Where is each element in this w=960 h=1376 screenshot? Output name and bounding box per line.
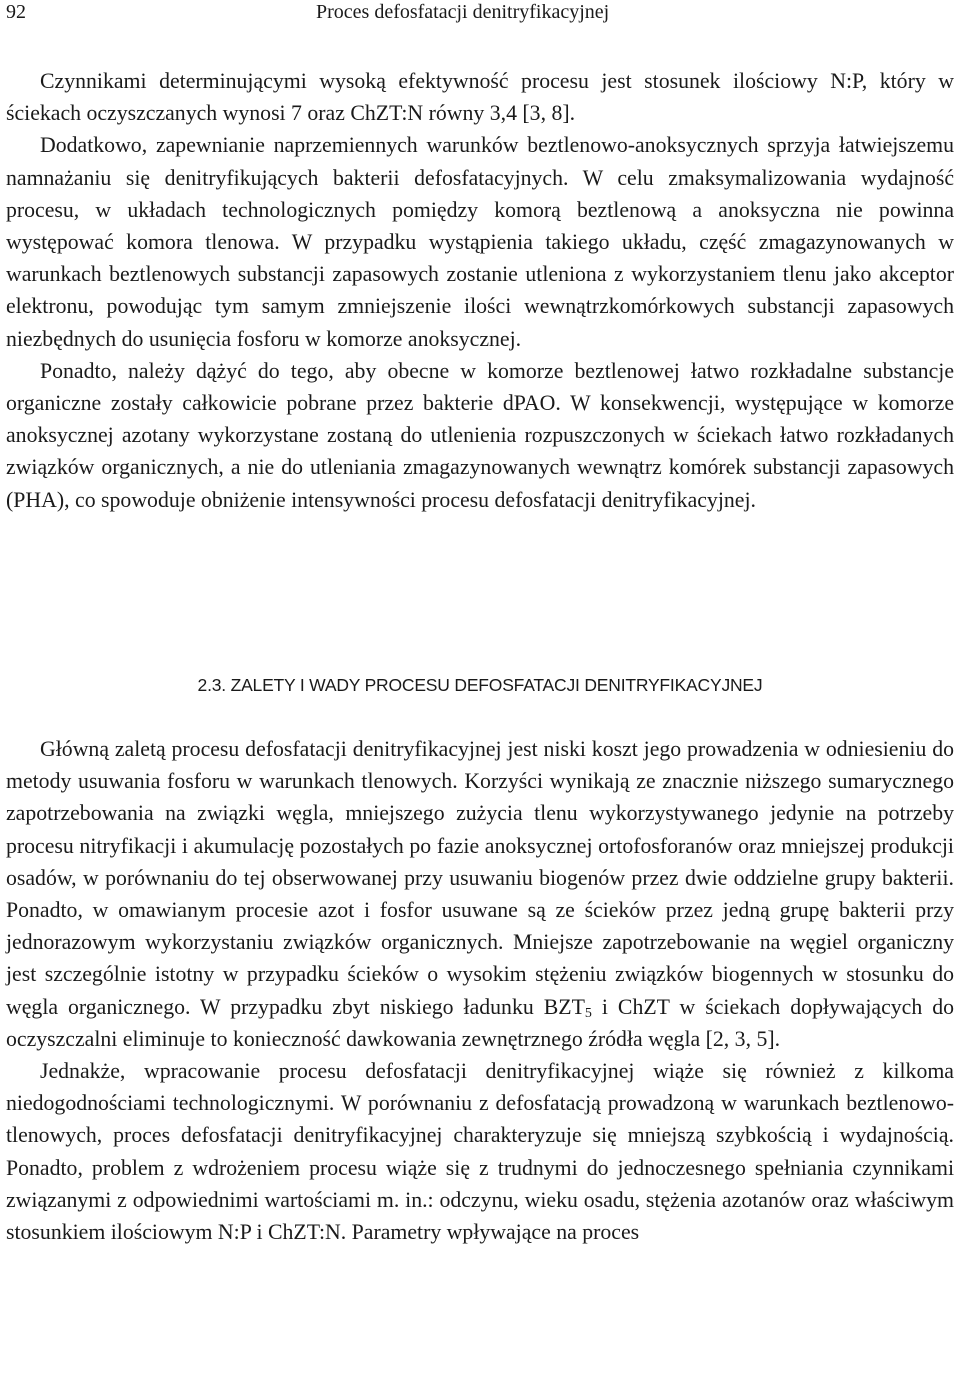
paragraph: Ponadto, należy dążyć do tego, aby obecne w komorze beztlenowej łatwo rozkładalne substancje organiczne zostały całkowicie pobrane przez bakterie dPAO. W konsekwencji, występujące w komorze anoksycznej azotany wykorzystane zostaną do utlenienia rozpuszczonych w ściekach łatwo rozkładanych związków organicznych, a nie do utleniania zmagazynowanych wewnątrz komórek substancji zapasowych (PHA), co spowoduje obniżenie intensywności procesu defosfatacji denitryfikacyjnej. (6, 358, 954, 512)
section-heading: 2.3. ZALETY I WADY PROCESU DEFOSFATACJI DENITRYFIKACYJNEJ (197, 675, 763, 695)
paragraph: Dodatkowo, zapewnianie naprzemiennych warunków beztlenowo-anoksycznych sprzyja łatwiejszemu namnażaniu się denitryfikujących bakterii defosfatacyjnych. W celu zmaksymalizowania wydajność procesu, w układach technologicznych pomiędzy komorą beztlenową a anoksyczna nie powinna występować komora tlenowa. W przypadku wystąpienia takiego układu, część zmagazynowanych w warunkach beztlenowych substancji zapasowych zostanie utleniona z wykorzystaniem tlenu jako akceptor elektronu, powodując tym samym zmniejszenie ilości wewnątrzkomórkowych substancji zapasowych niezbędnych do usunięcia fosforu w komorze anoksycznej. (6, 133, 954, 351)
paragraph-text: Główną zaletą procesu defosfatacji denitryfikacyjnej jest niski koszt jego prowadzenia w odniesieniu do metody usuwania fosforu w warunkach tlenowych. Korzyści wynikają ze znacznie niższego sumarycznego zapotrzebowania na związki węgla, mniejszego zużycia tlenu wykorzystywanego jedynie na potrzeby procesu nitryfikacji i akumulację pozostałych po fazie anoksycznej ortofosforanów oraz mniejszej produkcji osadów, w porównaniu do tej obserwowanej przy usuwaniu biogenów przez dwie oddzielne grupy bakterii. Ponadto, w omawianym procesie azot i fosfor usuwane są ze ścieków przez jedną grupę bakterii przy jednorazowym wykorzystaniu związków organicznych. Mniejsze zapotrzebowanie na węgiel organiczny jest szczególnie istotny w przypadku ścieków o wysokim stężeniu związków biogennych w stosunku do węgla organicznego. W przypadku zbyt niskiego ładunku BZT (6, 737, 954, 1019)
running-title: Proces defosfatacji denitryfikacyjnej (316, 1, 610, 23)
page-header (6, 0, 954, 40)
section-2-body (6, 733, 954, 1248)
section-1-body (6, 65, 954, 516)
paragraph-text: i ChZT w ściekach dopływających do oczyszczalni eliminuje to konieczność dawkowania zewnętrznego źródła węgla [2, 3, 5]. (6, 994, 955, 1051)
subscript: 5 (584, 1005, 592, 1021)
paragraph (6, 733, 954, 1055)
paragraph: Czynnikami determinującymi wysoką efektywność procesu jest stosunek ilościowy N:P, który w ściekach oczyszczanych wynosi 7 oraz ChZT:N równy 3,4 [3, 8]. (6, 69, 954, 126)
page-number: 92 (6, 1, 26, 23)
document-page (6, 0, 955, 1245)
paragraph: Jednakże, wpracowanie procesu defosfatacji denitryfikacyjnej wiąże się również z kilkoma niedogodnościami technologicznymi. W porównaniu z defosfatacją prowadzoną w warunkach beztlenowo-tlenowych, proces defosfatacji denitryfikacyjnej charakteryzuje się mniejszą szybkością i wydajnością. Ponadto, problem z wdrożeniem procesu wiąże się z trudnymi do jednoczesnego spełniania czynnikami związanymi z odpowiednimi wartościami m. in.: odczynu, wieku osadu, stężenia azotanów oraz właściwym stosunkiem ilościowym N:P i ChZT:N. Parametry wpływające na proces (6, 1059, 954, 1245)
